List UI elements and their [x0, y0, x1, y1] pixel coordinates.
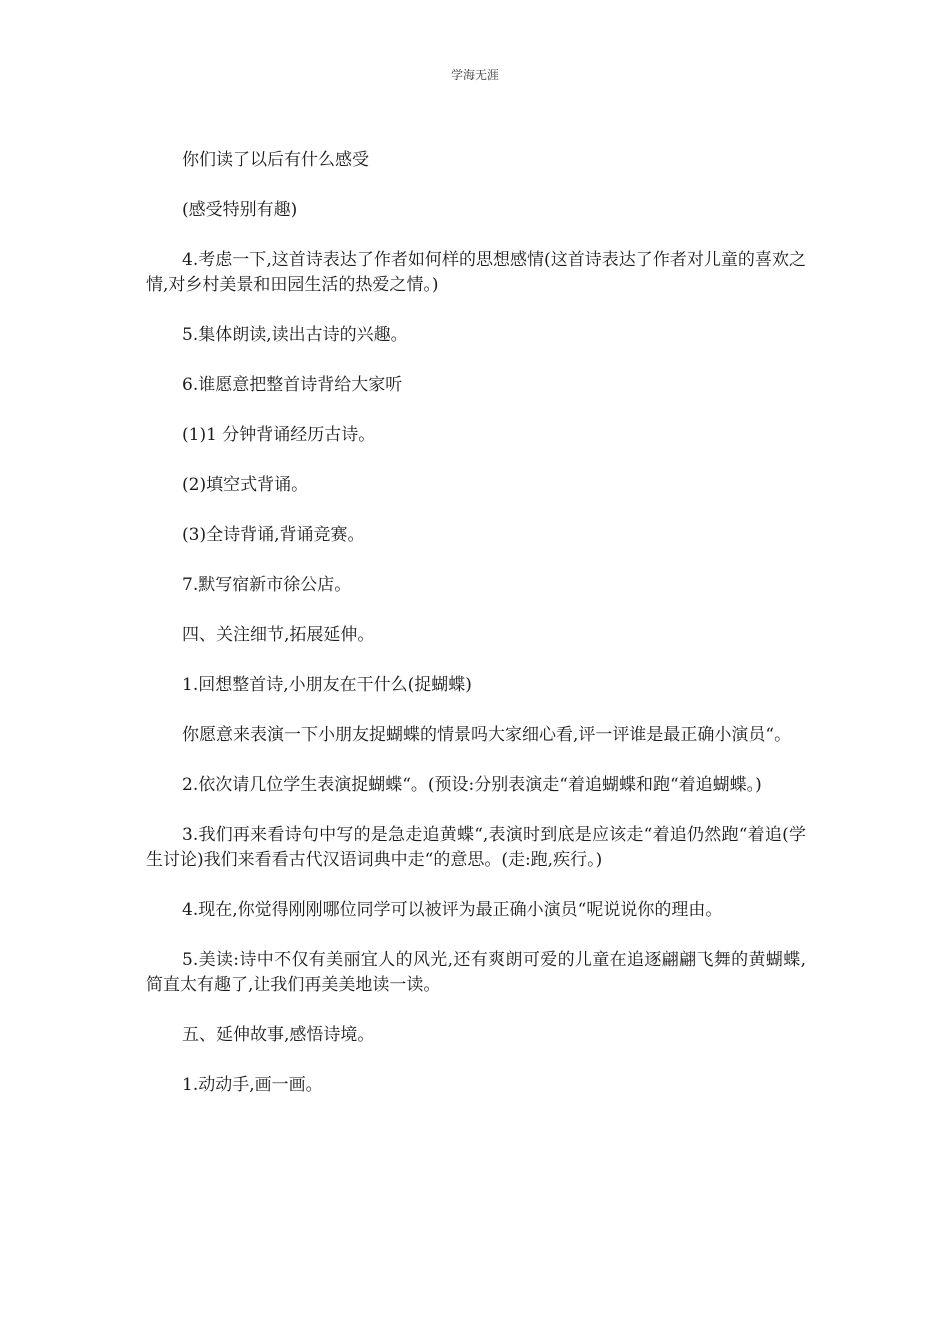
paragraph: 5.集体朗读,读出古诗的兴趣。: [182, 325, 408, 345]
paragraph: (1)1 分钟背诵经历古诗。: [182, 425, 376, 445]
paragraph: 5.美读:诗中不仅有美丽宜人的风光,还有爽朗可爱的儿童在追逐翩翩飞舞的黄蝴蝶,简直太有趣了,让我们再美美地读一读。: [146, 950, 806, 995]
paragraph: (3)全诗背诵,背诵竞赛。: [182, 525, 365, 545]
paragraph: 你们读了以后有什么感受: [182, 150, 369, 170]
paragraph: 你愿意来表演一下小朋友捉蝴蝶的情景吗大家细心看,评一评谁是最正确小演员“。: [182, 725, 792, 745]
section-heading: 五、延伸故事,感悟诗境。: [182, 1025, 375, 1045]
document-body: [146, 148, 806, 1123]
paragraph: 4.现在,你觉得刚刚哪位同学可以被评为最正确小演员“呢说说你的理由。: [182, 900, 723, 920]
paragraph: 1.动动手,画一画。: [182, 1075, 323, 1095]
paragraph: 4.考虑一下,这首诗表达了作者如何样的思想感情(这首诗表达了作者对儿童的喜欢之情,对乡村美景和田园生活的热爱之情。): [146, 250, 806, 295]
paragraph: 6.谁愿意把整首诗背给大家听: [182, 375, 403, 395]
page-header: 学海无涯: [450, 68, 499, 82]
paragraph: 2.依次请几位学生表演捉蝴蝶“。(预设:分别表演走“着追蝴蝶和跑“着追蝴蝶。): [182, 775, 762, 795]
section-heading: 四、关注细节,拓展延伸。: [182, 625, 375, 645]
paragraph: 3.我们再来看诗句中写的是急走追黄蝶“,表演时到底是应该走“着追仍然跑“着追(学生讨论)我们来看看古代汉语词典中走“的意思。(走:跑,疾行。): [146, 825, 806, 870]
paragraph: 7.默写宿新市徐公店。: [182, 575, 352, 595]
paragraph: (2)填空式背诵。: [182, 475, 309, 495]
paragraph: (感受特别有趣): [182, 200, 298, 220]
paragraph: 1.回想整首诗,小朋友在干什么(捉蝴蝶): [182, 675, 472, 695]
